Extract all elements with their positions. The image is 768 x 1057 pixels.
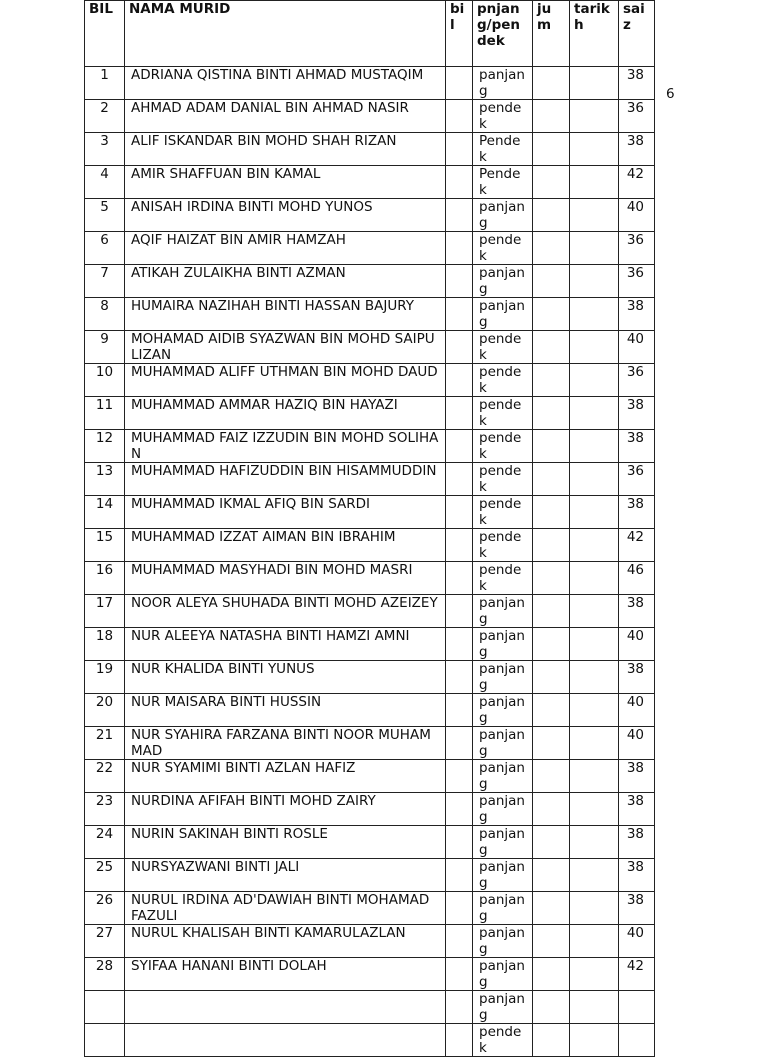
row-number: 23 [85,793,125,826]
length-type: pendek [473,430,533,463]
student-name: NUR SYAHIRA FARZANA BINTI NOOR MUHAMMAD [125,727,446,760]
table-row [85,463,655,496]
table-row [85,67,655,100]
table-row [85,628,655,661]
bil-cell [446,67,473,100]
table-row [85,100,655,133]
size-cell: 36 [619,265,655,298]
bil-cell [446,760,473,793]
size-cell: 36 [619,364,655,397]
length-type: panjang [473,628,533,661]
size-cell: 38 [619,133,655,166]
row-number: 1 [85,67,125,100]
student-name: NUR SYAMIMI BINTI AZLAN HAFIZ [125,760,446,793]
tarikh-cell [570,496,619,529]
size-cell: 42 [619,166,655,199]
jumlah-cell [533,1024,570,1057]
row-number: 6 [85,232,125,265]
student-name: NURSYAZWANI BINTI JALI [125,859,446,892]
row-number: 17 [85,595,125,628]
tarikh-cell [570,628,619,661]
size-cell: 38 [619,67,655,100]
length-type: panjang [473,925,533,958]
header-bil: BIL [85,1,125,67]
length-type: panjang [473,826,533,859]
table-row [85,793,655,826]
tarikh-cell [570,562,619,595]
bil-cell [446,628,473,661]
jumlah-cell [533,595,570,628]
student-name: NURUL KHALISAH BINTI KAMARULAZLAN [125,925,446,958]
bil-cell [446,133,473,166]
table-row [85,925,655,958]
row-number: 2 [85,100,125,133]
row-number: 27 [85,925,125,958]
row-number: 4 [85,166,125,199]
jumlah-cell [533,100,570,133]
length-type: panjang [473,67,533,100]
student-name: MUHAMMAD MASYHADI BIN MOHD MASRI [125,562,446,595]
jumlah-cell [533,265,570,298]
length-type: pendek [473,1024,533,1057]
size-cell: 42 [619,529,655,562]
row-number: 15 [85,529,125,562]
tarikh-cell [570,100,619,133]
length-type: pendek [473,496,533,529]
jumlah-cell [533,430,570,463]
table-row [85,529,655,562]
student-name: NUR KHALIDA BINTI YUNUS [125,661,446,694]
length-type: pendek [473,529,533,562]
bil-cell [446,991,473,1024]
student-name: ALIF ISKANDAR BIN MOHD SHAH RIZAN [125,133,446,166]
jumlah-cell [533,793,570,826]
table-row [85,166,655,199]
bil-cell [446,166,473,199]
jumlah-cell [533,199,570,232]
size-cell: 40 [619,694,655,727]
student-name: MUHAMMAD IKMAL AFIQ BIN SARDI [125,496,446,529]
size-cell: 40 [619,925,655,958]
size-cell: 40 [619,331,655,364]
size-cell: 38 [619,859,655,892]
student-name: MOHAMAD AIDIB SYAZWAN BIN MOHD SAIPULIZAN [125,331,446,364]
student-name: NURUL IRDINA AD'DAWIAH BINTI MOHAMAD FAZULI [125,892,446,925]
table-row [85,199,655,232]
jumlah-cell [533,694,570,727]
tarikh-cell [570,892,619,925]
table-row [85,892,655,925]
size-cell: 38 [619,793,655,826]
header-row [85,1,655,67]
size-cell: 38 [619,496,655,529]
row-number: 13 [85,463,125,496]
bil-cell [446,793,473,826]
student-name: NURIN SAKINAH BINTI ROSLE [125,826,446,859]
tarikh-cell [570,661,619,694]
tarikh-cell [570,397,619,430]
bil-cell [446,562,473,595]
size-cell: 40 [619,727,655,760]
bil-cell [446,364,473,397]
length-type: panjang [473,661,533,694]
student-table [84,0,655,1057]
row-number: 8 [85,298,125,331]
student-name: AMIR SHAFFUAN BIN KAMAL [125,166,446,199]
row-number: 25 [85,859,125,892]
student-name: MUHAMMAD FAIZ IZZUDIN BIN MOHD SOLIHAN [125,430,446,463]
tarikh-cell [570,331,619,364]
size-cell: 42 [619,958,655,991]
size-cell: 38 [619,892,655,925]
table-body [85,67,655,1057]
jumlah-cell [533,232,570,265]
size-cell: 38 [619,298,655,331]
length-type: panjang [473,859,533,892]
row-number: 21 [85,727,125,760]
tarikh-cell [570,463,619,496]
length-type: panjang [473,958,533,991]
student-name: ADRIANA QISTINA BINTI AHMAD MUSTAQIM [125,67,446,100]
table-row [85,595,655,628]
row-number: 5 [85,199,125,232]
header-bil-count: bil [446,1,473,67]
student-name: MUHAMMAD IZZAT AIMAN BIN IBRAHIM [125,529,446,562]
size-cell: 40 [619,628,655,661]
student-name: MUHAMMAD AMMAR HAZIQ BIN HAYAZI [125,397,446,430]
length-type: panjang [473,199,533,232]
jumlah-cell [533,991,570,1024]
length-type: pendek [473,100,533,133]
bil-cell [446,727,473,760]
tarikh-cell [570,529,619,562]
table-row [85,694,655,727]
tarikh-cell [570,364,619,397]
jumlah-cell [533,364,570,397]
tarikh-cell [570,133,619,166]
jumlah-cell [533,925,570,958]
table-row [85,331,655,364]
jumlah-cell [533,133,570,166]
length-type: panjang [473,694,533,727]
tarikh-cell [570,760,619,793]
length-type: Pendek [473,133,533,166]
row-number: 18 [85,628,125,661]
tarikh-cell [570,166,619,199]
bil-cell [446,661,473,694]
bil-cell [446,694,473,727]
size-cell: 46 [619,562,655,595]
tarikh-cell [570,925,619,958]
length-type: Pendek [473,166,533,199]
side-note: 6 [666,86,675,102]
length-type: panjang [473,793,533,826]
tarikh-cell [570,793,619,826]
length-type: pendek [473,463,533,496]
length-type: panjang [473,595,533,628]
student-name: MUHAMMAD ALIFF UTHMAN BIN MOHD DAUD [125,364,446,397]
table-row [85,991,655,1024]
table-row [85,397,655,430]
row-number: 22 [85,760,125,793]
table-row [85,364,655,397]
size-cell [619,1024,655,1057]
jumlah-cell [533,727,570,760]
header-nama-murid: NAMA MURID [125,1,446,67]
jumlah-cell [533,496,570,529]
bil-cell [446,925,473,958]
student-name: HUMAIRA NAZIHAH BINTI HASSAN BAJURY [125,298,446,331]
row-number: 24 [85,826,125,859]
length-type: pendek [473,331,533,364]
row-number: 10 [85,364,125,397]
bil-cell [446,430,473,463]
size-cell: 40 [619,199,655,232]
jumlah-cell [533,397,570,430]
student-name: AQIF HAIZAT BIN AMIR HAMZAH [125,232,446,265]
bil-cell [446,232,473,265]
tarikh-cell [570,430,619,463]
student-name: NOOR ALEYA SHUHADA BINTI MOHD AZEIZEY [125,595,446,628]
table-row [85,496,655,529]
table-row [85,562,655,595]
jumlah-cell [533,628,570,661]
table-row [85,760,655,793]
header-saiz: saiz [619,1,655,67]
length-type: panjang [473,760,533,793]
length-type: panjang [473,298,533,331]
table-row [85,859,655,892]
table-row [85,265,655,298]
size-cell: 36 [619,463,655,496]
jumlah-cell [533,67,570,100]
bil-cell [446,331,473,364]
header-jumlah: jum [533,1,570,67]
tarikh-cell [570,265,619,298]
length-type: pendek [473,364,533,397]
row-number: 11 [85,397,125,430]
tarikh-cell [570,298,619,331]
student-name: NURDINA AFIFAH BINTI MOHD ZAIRY [125,793,446,826]
size-cell: 38 [619,760,655,793]
row-number: 20 [85,694,125,727]
row-number [85,1024,125,1057]
length-type: panjang [473,265,533,298]
size-cell: 38 [619,430,655,463]
row-number: 7 [85,265,125,298]
student-name: ANISAH IRDINA BINTI MOHD YUNOS [125,199,446,232]
jumlah-cell [533,529,570,562]
length-type: panjang [473,991,533,1024]
bil-cell [446,199,473,232]
tarikh-cell [570,232,619,265]
length-type: pendek [473,232,533,265]
row-number: 3 [85,133,125,166]
tarikh-cell [570,826,619,859]
bil-cell [446,397,473,430]
size-cell: 38 [619,595,655,628]
tarikh-cell [570,991,619,1024]
jumlah-cell [533,331,570,364]
length-type: panjang [473,727,533,760]
table-row [85,826,655,859]
tarikh-cell [570,727,619,760]
bil-cell [446,265,473,298]
tarikh-cell [570,199,619,232]
length-type: pendek [473,397,533,430]
table-row [85,1024,655,1057]
size-cell: 36 [619,232,655,265]
row-number [85,991,125,1024]
student-name: AHMAD ADAM DANIAL BIN AHMAD NASIR [125,100,446,133]
length-type: pendek [473,562,533,595]
size-cell: 38 [619,826,655,859]
bil-cell [446,463,473,496]
bil-cell [446,826,473,859]
length-type: panjang [473,892,533,925]
tarikh-cell [570,859,619,892]
row-number: 19 [85,661,125,694]
row-number: 14 [85,496,125,529]
jumlah-cell [533,298,570,331]
bil-cell [446,496,473,529]
jumlah-cell [533,859,570,892]
tarikh-cell [570,1024,619,1057]
jumlah-cell [533,760,570,793]
student-name: ATIKAH ZULAIKHA BINTI AZMAN [125,265,446,298]
row-number: 28 [85,958,125,991]
jumlah-cell [533,166,570,199]
tarikh-cell [570,67,619,100]
student-name [125,1024,446,1057]
bil-cell [446,1024,473,1057]
student-name: MUHAMMAD HAFIZUDDIN BIN HISAMMUDDIN [125,463,446,496]
jumlah-cell [533,826,570,859]
tarikh-cell [570,958,619,991]
table-row [85,727,655,760]
jumlah-cell [533,463,570,496]
bil-cell [446,958,473,991]
row-number: 9 [85,331,125,364]
bil-cell [446,859,473,892]
jumlah-cell [533,958,570,991]
tarikh-cell [570,694,619,727]
student-name: NUR MAISARA BINTI HUSSIN [125,694,446,727]
bil-cell [446,298,473,331]
row-number: 26 [85,892,125,925]
table-row [85,430,655,463]
row-number: 16 [85,562,125,595]
table-row [85,958,655,991]
table-row [85,298,655,331]
bil-cell [446,595,473,628]
size-cell: 36 [619,100,655,133]
bil-cell [446,892,473,925]
bil-cell [446,100,473,133]
table-row [85,133,655,166]
tarikh-cell [570,595,619,628]
bil-cell [446,529,473,562]
jumlah-cell [533,892,570,925]
header-tarikh: tarikh [570,1,619,67]
student-name: NUR ALEEYA NATASHA BINTI HAMZI AMNI [125,628,446,661]
jumlah-cell [533,562,570,595]
table-row [85,232,655,265]
jumlah-cell [533,661,570,694]
header-panjang-pendek: pnjang/pendek [473,1,533,67]
student-name: SYIFAA HANANI BINTI DOLAH [125,958,446,991]
table-row [85,661,655,694]
row-number: 12 [85,430,125,463]
size-cell: 38 [619,397,655,430]
size-cell: 38 [619,661,655,694]
student-name [125,991,446,1024]
size-cell [619,991,655,1024]
